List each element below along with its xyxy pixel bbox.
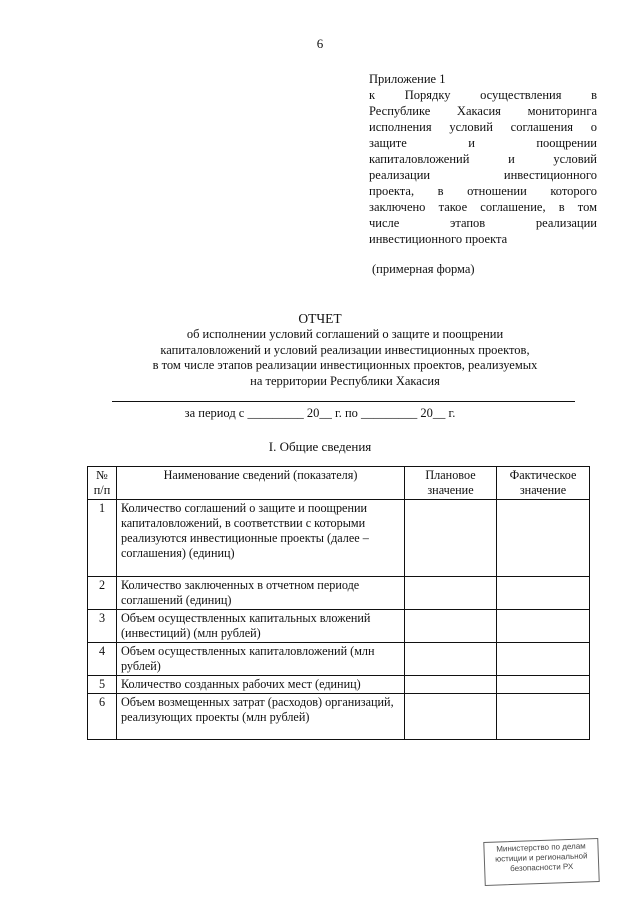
- row-planned-cell[interactable]: [405, 500, 497, 577]
- section-title: I. Общие сведения: [268, 439, 372, 454]
- table-row: [88, 676, 590, 694]
- appendix-line: проекта, в отношении которого: [369, 184, 597, 198]
- row-actual-cell[interactable]: [497, 577, 590, 610]
- appendix-line: заключено такое соглашение, в том: [369, 200, 597, 214]
- report-subtitle-line: об исполнении условий соглашений о защите и поощрении: [186, 327, 504, 341]
- report-subtitle-line: капиталовложений и условий реализации инвестиционных проектов,: [160, 342, 530, 357]
- row-actual-cell[interactable]: [497, 500, 590, 577]
- row-actual-cell[interactable]: [497, 694, 590, 740]
- row-num: 6: [88, 694, 117, 740]
- row-actual-cell[interactable]: [497, 643, 590, 676]
- table-row: [88, 643, 590, 676]
- ministry-stamp: [483, 838, 599, 886]
- row-num: 4: [88, 643, 117, 676]
- appendix-line: Приложение 1: [369, 72, 446, 86]
- form-note: (примерная форма): [372, 262, 475, 276]
- row-name: Количество заключенных в отчетном периоде соглашений (единиц): [117, 577, 405, 610]
- report-subtitle: [100, 327, 590, 389]
- row-actual-cell[interactable]: [497, 676, 590, 694]
- row-num: 5: [88, 676, 117, 694]
- appendix-line: защите и поощрении: [369, 136, 597, 150]
- row-num: 3: [88, 610, 117, 643]
- appendix-line: инвестиционного проекта: [369, 232, 508, 246]
- table-row: [88, 694, 590, 740]
- row-name: Объем возмещенных затрат (расходов) организаций, реализующих проекты (млн рублей): [117, 694, 405, 740]
- row-planned-cell[interactable]: [405, 610, 497, 643]
- row-planned-cell[interactable]: [405, 577, 497, 610]
- row-planned-cell[interactable]: [405, 694, 497, 740]
- appendix-line: Республике Хакасия мониторинга: [369, 104, 597, 118]
- appendix-line: к Порядку осуществления в: [369, 88, 597, 102]
- report-subtitle-line: в том числе этапов реализации инвестиционных проектов, реализуемых: [152, 358, 538, 372]
- stamp-line: юстиции и региональной: [495, 851, 588, 864]
- row-name: Количество соглашений о защите и поощрении капиталовложений, в соответствии с которыми реализуются инвестиционные проекты (далее – соглашения) (единиц): [117, 500, 405, 577]
- row-num: 2: [88, 577, 117, 610]
- row-name: Объем осуществленных капиталовложений (млн рублей): [117, 643, 405, 676]
- row-name: Объем осуществленных капитальных вложений (инвестиций) (млн рублей): [117, 610, 405, 643]
- appendix-line: капиталовложений и условий: [369, 152, 597, 166]
- general-info-table: [87, 466, 590, 740]
- row-actual-cell[interactable]: [497, 610, 590, 643]
- row-num: 1: [88, 500, 117, 577]
- report-period: за период с _________ 20__ г. по _________ 20__ г.: [184, 406, 456, 420]
- stamp-line: безопасности РХ: [509, 861, 574, 874]
- header-num: № п/п: [88, 467, 117, 500]
- row-name: Количество созданных рабочих мест (единиц): [117, 676, 405, 694]
- appendix-line: исполнения условий соглашения о: [369, 120, 597, 134]
- period-rule: [112, 401, 575, 402]
- header-name: Наименование сведений (показателя): [117, 467, 405, 500]
- row-planned-cell[interactable]: [405, 643, 497, 676]
- page-number: 6: [316, 36, 324, 51]
- table-row: [88, 500, 590, 577]
- header-planned: Плановое значение: [405, 467, 497, 500]
- report-subtitle-line: на территории Республики Хакасия: [250, 373, 440, 388]
- appendix-line: реализации инвестиционного: [369, 168, 597, 182]
- appendix-note: [369, 71, 597, 247]
- table-row: [88, 577, 590, 610]
- appendix-line: числе этапов реализации: [369, 216, 597, 230]
- report-title: ОТЧЕТ: [298, 311, 342, 326]
- header-actual: Фактическое значение: [497, 467, 590, 500]
- stamp-line: Министерство по делам: [496, 841, 586, 854]
- table-header-row: [88, 467, 590, 500]
- table-row: [88, 610, 590, 643]
- row-planned-cell[interactable]: [405, 676, 497, 694]
